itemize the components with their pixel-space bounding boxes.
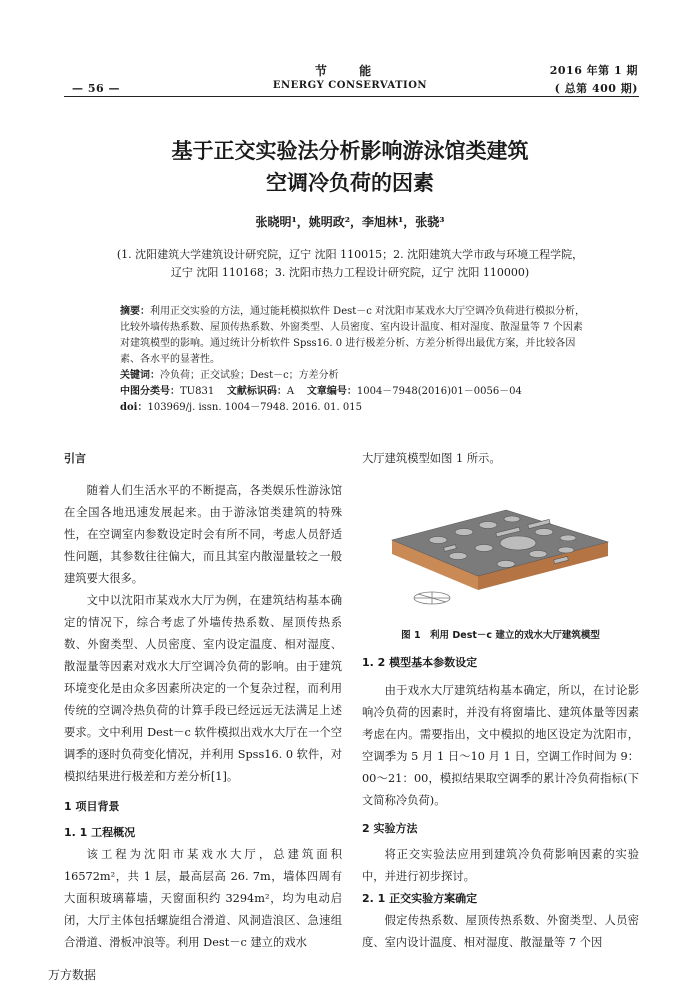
skylight (475, 545, 493, 552)
issue-total: ( 总第 400 期) (554, 82, 638, 95)
abstract-block (120, 304, 590, 416)
building-model-figure (378, 488, 618, 613)
left-column (64, 448, 342, 954)
footer-watermark: 万方数据 (48, 968, 97, 982)
figure-1-caption: 图 1 利用 Dest－c 建立的戏水大厅建筑模型 (401, 630, 600, 641)
section-1-1-paragraph: 该工程为沈阳市某戏水大厅，总建筑面积 16572m²，共 1 层，最高层高 26. 7m，墙体四周有大面积玻璃幕墙，天窗面积约 3294m²，均为电动启闭，大厅主体包括螺旋组合滑道、风洞造浪区、急速组合滑道、滑板冲浪等。利用 Dest－c 建立的戏水 (64, 848, 342, 949)
classification (120, 384, 590, 400)
section-2-heading: 2 实验方法 (362, 822, 418, 835)
issue-info: 2016 年第 1 期 (549, 64, 638, 77)
abstract-paragraph (120, 304, 590, 368)
section-1-2-heading: 1. 2 模型基本参数设定 (362, 656, 478, 669)
affiliation-line2: 辽宁 沈阳 110168；3. 沈阳市热力工程设计研究院，辽宁 沈阳 110000) (170, 266, 530, 279)
paper-title-line2: 空调冷负荷的因素 (266, 170, 434, 195)
authors: 张晓明¹，姚明政²，李旭林¹，张骁³ (255, 215, 445, 229)
skylight (497, 561, 515, 568)
continuation-text: 大厅建筑模型如图 1 所示。 (362, 452, 501, 465)
abstract-text: 利用正交实验的方法，通过能耗模拟软件 Dest－c 对沈阳市某戏水大厅空调冷负荷进行模拟分析，比较外墙传热系数、屋顶传热系数、外窗类型、人员密度、室内设计温度、相对湿度、散湿量等 7 个因素对建筑模型的影响。通过统计分析软件 Spss16. 0 进行极差分析、方差分析得出最优方案，并比较各因素、各水平的显著性。 (120, 306, 586, 365)
doi-value: 103969/j. issn. 1004－7948. 2016. 01. 015 (147, 402, 362, 413)
right-column-top (362, 448, 639, 470)
section-2-1-paragraph: 假定传热系数、屋顶传热系数、外窗类型、人员密度、室内设计温度、相对湿度、散湿量等 7 个因 (362, 914, 639, 949)
doi (120, 400, 590, 416)
article-no-label: 文章编号： (306, 386, 357, 397)
paper-title-line1: 基于正交实验法分析影响游泳馆类建筑 (171, 138, 529, 163)
intro-heading: 引言 (64, 452, 86, 465)
doi-label: doi： (120, 402, 148, 413)
skylight (504, 516, 520, 522)
intro-paragraph-2: 文中以沈阳市某戏水大厅为例，在建筑结构基本确定的情况下，综合考虑了外墙传热系数、屋顶传热系数、外窗类型、人员密度、室内设定温度、相对湿度、散湿量等因素对戏水大厅空调冷负荷的影响。由于建筑环境变化是由众多因素所决定的一个复杂过程，而利用传统的空调冷热负荷的计算手段已经远远无法满足上述要求。文中利用 Dest－c 软件模拟出戏水大厅在一个空调季的逐时负荷变化情况，并利用 Spss16. 0 软件，对模拟结果进行极差和方差分析[1]。 (64, 594, 342, 783)
clc-label: 中图分类号： (120, 386, 180, 397)
affiliation-line1: (1. 沈阳建筑大学建筑设计研究院，辽宁 沈阳 110015；2. 沈阳建筑大学市政与环境工程学院， (116, 248, 584, 261)
skylight (560, 535, 576, 541)
keywords (120, 368, 590, 384)
keywords-label: 关键词： (120, 370, 160, 381)
journal-name-en: ENERGY CONSERVATION (272, 80, 428, 91)
section-1-heading: 1 项目背景 (64, 800, 120, 813)
skylight (535, 529, 553, 536)
section-2-1-heading: 2. 1 正交实验方案确定 (362, 892, 478, 905)
clc-value: TU831 (180, 386, 215, 397)
skylight (529, 551, 547, 558)
section-2-paragraph: 将正交实验法应用到建筑冷负荷影响因素的实验中，并进行初步探讨。 (362, 848, 639, 883)
doc-code-label: 文献标识码： (226, 386, 287, 397)
axis-gizmo (414, 592, 450, 604)
skylight (429, 537, 447, 544)
article-no-value: 1004－7948(2016)01－0056－04 (356, 386, 522, 397)
skylight (479, 522, 497, 529)
section-1-1-heading: 1. 1 工程概况 (64, 826, 136, 839)
section-1-2-paragraph: 由于戏水大厅建筑结构基本确定，所以，在讨论影响冷负荷的因素时，并没有将窗墙比、建筑体量等因素考虑在内。需要指出，文中模拟的地区设定为沈阳市，空调季为 5 月 1 日～10 月 1 日，空调工作时间为 9：00～21：00，模拟结果取空调季的累计冷负荷指标(下文简称冷负荷)。 (362, 684, 639, 807)
skylight (455, 529, 473, 536)
skylight (449, 553, 467, 560)
journal-name-cn: 节 能 (314, 64, 386, 78)
header-rule (64, 96, 639, 97)
intro-paragraph-1: 随着人们生活水平的不断提高，各类娱乐性游泳馆在全国各地迅速发展起来。由于游泳馆类建筑的特殊性，在空调室内参数设定时会有所不同，考虑人员舒适性问题，其参数往往偏大，而且其室内散湿量较之一般建筑要大很多。 (64, 484, 342, 585)
page-number: — 56 — (72, 82, 120, 95)
skylight-large (500, 536, 536, 550)
keywords-text: 冷负荷；正交试验；Dest－c；方差分析 (160, 370, 339, 381)
doc-code-value: A (286, 386, 295, 397)
skylight (558, 547, 574, 553)
right-column-body (362, 652, 639, 954)
abstract-label: 摘要： (120, 306, 150, 317)
